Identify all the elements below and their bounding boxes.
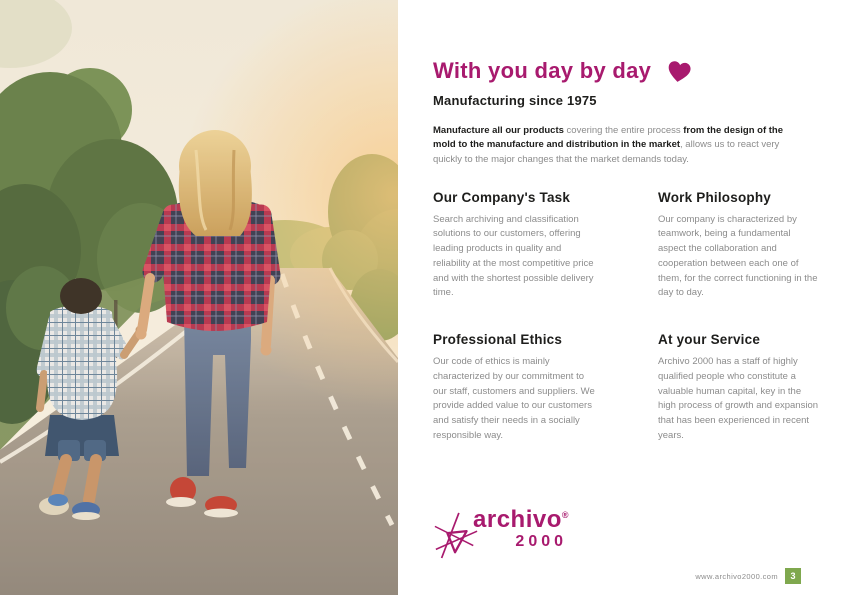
content-column bbox=[398, 0, 842, 595]
logo-year: 2000 bbox=[515, 533, 568, 550]
logo-text bbox=[473, 508, 569, 550]
section-companys-task bbox=[433, 190, 658, 301]
heart-icon bbox=[666, 59, 693, 84]
intro-paragraph bbox=[433, 124, 789, 167]
section-body: Our code of ethics is mainly characterized by our commitment to our staff, customers and suppliers. We provide added value to our customers and satisfy their needs in a socially responsible way. bbox=[433, 356, 595, 441]
intro-normal-2: , allows us to react very quickly to the major changes that the market demands today. bbox=[433, 139, 780, 165]
section-body: Search archiving and classification solutions to our customers, offering leading products in quality and reliability at the most competitive price and with the shortest possible delivery time. bbox=[433, 213, 594, 299]
section-heading: Professional Ethics bbox=[433, 332, 563, 348]
intro-bold-1: Manufacture all our products bbox=[433, 125, 564, 136]
registered-mark: ® bbox=[561, 510, 570, 520]
archivo-2000-logo bbox=[433, 508, 569, 560]
sections-grid bbox=[433, 189, 819, 444]
section-heading: At your Service bbox=[658, 332, 761, 348]
family-photo bbox=[0, 0, 398, 595]
section-heading: Our Company's Task bbox=[433, 189, 571, 205]
section-professional-ethics bbox=[433, 332, 658, 443]
page-title: With you day by day bbox=[433, 58, 652, 83]
intro-normal-1: covering the entire process bbox=[563, 125, 684, 136]
title-row bbox=[433, 58, 800, 84]
page-footer bbox=[695, 568, 801, 584]
section-at-your-service bbox=[658, 332, 842, 443]
website-url: www.archivo2000.com bbox=[695, 571, 778, 581]
photo-scene bbox=[0, 0, 398, 595]
section-work-philosophy bbox=[658, 190, 842, 301]
section-heading: Work Philosophy bbox=[658, 189, 772, 205]
section-body: Archivo 2000 has a staff of highly qualified people who constitute a valuable human capital, key in the high process of growth and expansion that has been experienced in recent years. bbox=[658, 356, 819, 441]
page-number-badge: 3 bbox=[785, 568, 801, 584]
section-body: Our company is characterized by teamwork, being a fundamental aspect the collaboration and cooperation between each one of them, for the correct functioning in the day to day. bbox=[658, 213, 818, 299]
page-subtitle: Manufacturing since 1975 bbox=[433, 93, 597, 108]
intro-bold-2: from the design of the mold to the manufacture and distribution in the market bbox=[433, 125, 783, 151]
warm-overlay bbox=[0, 0, 398, 595]
logo-word: archivo® bbox=[473, 506, 570, 533]
